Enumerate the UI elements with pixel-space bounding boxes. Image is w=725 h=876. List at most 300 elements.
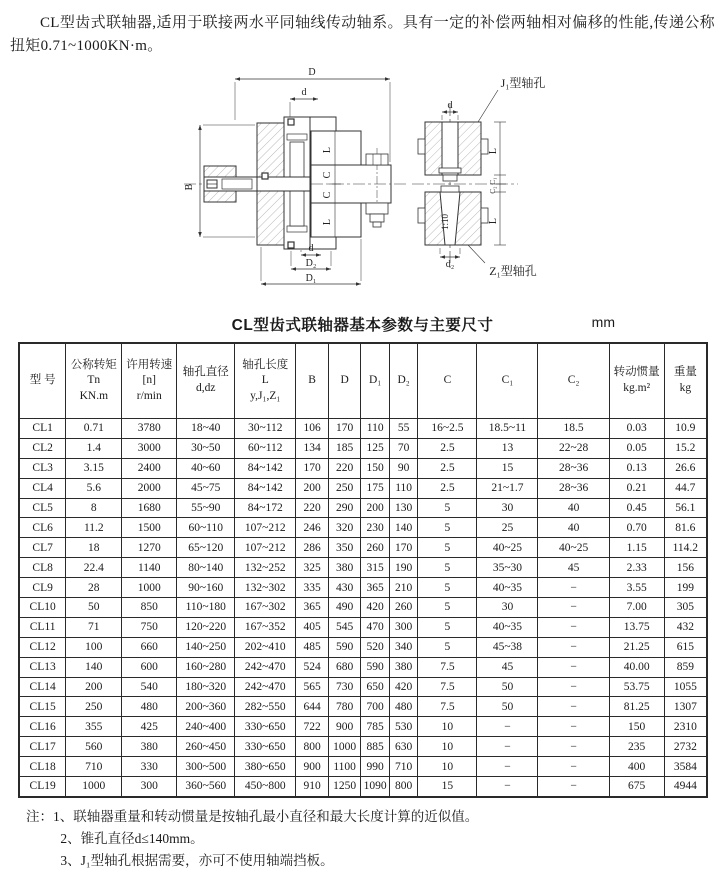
- model-cell: CL12: [19, 637, 66, 657]
- value-cell: −: [538, 657, 609, 677]
- value-cell: −: [538, 598, 609, 618]
- value-cell: 44.7: [664, 478, 707, 498]
- value-cell: −: [538, 578, 609, 598]
- value-cell: 170: [389, 538, 417, 558]
- taper-label: 1:10: [440, 213, 450, 231]
- value-cell: 5: [418, 558, 477, 578]
- value-cell: 110~180: [177, 598, 235, 618]
- value-cell: 400: [609, 757, 664, 777]
- value-cell: 11.2: [66, 518, 122, 538]
- model-cell: CL4: [19, 478, 66, 498]
- value-cell: 380~650: [235, 757, 296, 777]
- value-cell: 1500: [122, 518, 177, 538]
- column-header: B: [296, 343, 329, 419]
- value-cell: 430: [328, 578, 361, 598]
- value-cell: 3584: [664, 757, 707, 777]
- model-cell: CL17: [19, 737, 66, 757]
- model-cell: CL14: [19, 677, 66, 697]
- column-header: C₂: [538, 343, 609, 419]
- value-cell: 84~172: [235, 498, 296, 518]
- value-cell: 10.9: [664, 419, 707, 439]
- value-cell: 13.75: [609, 617, 664, 637]
- value-cell: 150: [361, 458, 389, 478]
- value-cell: 230: [361, 518, 389, 538]
- value-cell: 300~500: [177, 757, 235, 777]
- value-cell: 0.03: [609, 419, 664, 439]
- value-cell: 7.5: [418, 677, 477, 697]
- value-cell: 4944: [664, 777, 707, 797]
- value-cell: 28~36: [538, 478, 609, 498]
- value-cell: 2.5: [418, 478, 477, 498]
- value-cell: 40~25: [538, 538, 609, 558]
- value-cell: −: [538, 757, 609, 777]
- note-line-1: 注：1、联轴器重量和转动惯量是按轴孔最小直径和最大长度计算的近似值。: [26, 809, 479, 824]
- dim-label-C-upper: C: [322, 171, 333, 179]
- value-cell: 480: [389, 697, 417, 717]
- value-cell: 7.5: [418, 697, 477, 717]
- model-cell: CL9: [19, 578, 66, 598]
- value-cell: 680: [328, 657, 361, 677]
- value-cell: 300: [389, 617, 417, 637]
- value-cell: 18~40: [177, 419, 235, 439]
- value-cell: 0.45: [609, 498, 664, 518]
- value-cell: 260: [389, 598, 417, 618]
- value-cell: 30: [477, 598, 538, 618]
- value-cell: 140: [66, 657, 122, 677]
- value-cell: 2.33: [609, 558, 664, 578]
- value-cell: 5: [418, 617, 477, 637]
- column-header: C₁: [477, 343, 538, 419]
- value-cell: 0.05: [609, 438, 664, 458]
- value-cell: 380: [122, 737, 177, 757]
- value-cell: 1140: [122, 558, 177, 578]
- model-cell: CL8: [19, 558, 66, 578]
- value-cell: 130: [389, 498, 417, 518]
- value-cell: 1.15: [609, 538, 664, 558]
- value-cell: 3.15: [66, 458, 122, 478]
- value-cell: 1055: [664, 677, 707, 697]
- value-cell: 40.00: [609, 657, 664, 677]
- value-cell: 190: [389, 558, 417, 578]
- dim-label-d-top: d: [301, 87, 307, 98]
- column-header: 公称转矩 Tn KN.m: [66, 343, 122, 419]
- value-cell: 644: [296, 697, 329, 717]
- value-cell: 590: [361, 657, 389, 677]
- value-cell: 200: [66, 677, 122, 697]
- value-cell: 10: [418, 737, 477, 757]
- table-row: [19, 458, 707, 478]
- table-row: [19, 737, 707, 757]
- value-cell: 15: [477, 458, 538, 478]
- table-row: [19, 438, 707, 458]
- value-cell: 240~400: [177, 717, 235, 737]
- value-cell: 885: [361, 737, 389, 757]
- value-cell: 30: [477, 498, 538, 518]
- dim-label-d2: d₂: [445, 259, 455, 270]
- value-cell: −: [538, 617, 609, 637]
- dim-label-C2-detail: C₂: [489, 186, 497, 194]
- value-cell: 2.5: [418, 458, 477, 478]
- value-cell: 15.2: [664, 438, 707, 458]
- value-cell: 81.25: [609, 697, 664, 717]
- value-cell: 260: [361, 538, 389, 558]
- value-cell: 2732: [664, 737, 707, 757]
- dim-label-d-detail: d: [447, 100, 453, 111]
- value-cell: 40~60: [177, 458, 235, 478]
- value-cell: 355: [66, 717, 122, 737]
- value-cell: 150: [609, 717, 664, 737]
- value-cell: 56.1: [664, 498, 707, 518]
- value-cell: 18: [66, 538, 122, 558]
- value-cell: 107~212: [235, 518, 296, 538]
- value-cell: 45: [538, 558, 609, 578]
- shaft-hole-details: [412, 90, 518, 268]
- model-cell: CL18: [19, 757, 66, 777]
- value-cell: 290: [328, 498, 361, 518]
- value-cell: 900: [328, 717, 361, 737]
- value-cell: 50: [66, 598, 122, 618]
- value-cell: 250: [328, 478, 361, 498]
- value-cell: 120~220: [177, 617, 235, 637]
- value-cell: 210: [389, 578, 417, 598]
- dim-label-C1-detail: C₁: [489, 177, 497, 185]
- value-cell: 170: [296, 458, 329, 478]
- value-cell: −: [538, 637, 609, 657]
- value-cell: 202~410: [235, 637, 296, 657]
- column-header: D: [328, 343, 361, 419]
- value-cell: 90~160: [177, 578, 235, 598]
- value-cell: 22~28: [538, 438, 609, 458]
- table-header: [19, 343, 707, 419]
- value-cell: −: [538, 717, 609, 737]
- value-cell: 175: [361, 478, 389, 498]
- value-cell: 560: [66, 737, 122, 757]
- value-cell: 910: [296, 777, 329, 797]
- value-cell: 785: [361, 717, 389, 737]
- dim-label-d-bottom: d: [308, 243, 314, 254]
- value-cell: 235: [609, 737, 664, 757]
- model-cell: CL2: [19, 438, 66, 458]
- value-cell: 850: [122, 598, 177, 618]
- table-row: [19, 498, 707, 518]
- value-cell: 84~142: [235, 478, 296, 498]
- value-cell: 1680: [122, 498, 177, 518]
- value-cell: 132~302: [235, 578, 296, 598]
- z1-hole-label: Z₁型轴孔: [489, 264, 537, 278]
- value-cell: 710: [66, 757, 122, 777]
- dim-label-B: B: [184, 183, 195, 191]
- value-cell: 490: [328, 598, 361, 618]
- model-cell: CL19: [19, 777, 66, 797]
- model-cell: CL3: [19, 458, 66, 478]
- value-cell: 40~35: [477, 617, 538, 637]
- table-row: [19, 478, 707, 498]
- value-cell: 800: [296, 737, 329, 757]
- value-cell: 15: [418, 777, 477, 797]
- value-cell: 7.5: [418, 657, 477, 677]
- intro-paragraph: CL型齿式联轴器,适用于联接两水平同轴线传动轴系。具有一定的补偿两轴相对偏移的性能,传递公称扭矩0.71~1000KN·m。: [10, 15, 715, 55]
- value-cell: 485: [296, 637, 329, 657]
- value-cell: 282~550: [235, 697, 296, 717]
- value-cell: 1270: [122, 538, 177, 558]
- value-cell: 5: [418, 598, 477, 618]
- value-cell: 60~112: [235, 438, 296, 458]
- value-cell: 140~250: [177, 637, 235, 657]
- value-cell: 432: [664, 617, 707, 637]
- value-cell: 1307: [664, 697, 707, 717]
- value-cell: 750: [122, 617, 177, 637]
- model-cell: CL13: [19, 657, 66, 677]
- value-cell: −: [538, 777, 609, 797]
- column-header: 转动惯量 kg.m²: [609, 343, 664, 419]
- value-cell: 365: [296, 598, 329, 618]
- main-section-view: [184, 117, 406, 249]
- table-row: [19, 677, 707, 697]
- value-cell: 100: [66, 637, 122, 657]
- value-cell: 660: [122, 637, 177, 657]
- value-cell: 320: [328, 518, 361, 538]
- table-row: [19, 777, 707, 797]
- dim-label-L-upper: L: [322, 146, 333, 154]
- value-cell: 425: [122, 717, 177, 737]
- table-row: [19, 637, 707, 657]
- value-cell: 50: [477, 697, 538, 717]
- value-cell: 3000: [122, 438, 177, 458]
- table-row: [19, 717, 707, 737]
- header-row: [19, 343, 707, 419]
- value-cell: 590: [328, 637, 361, 657]
- value-cell: 380: [328, 558, 361, 578]
- value-cell: 420: [361, 598, 389, 618]
- parameters-table: [18, 342, 708, 798]
- table-row: [19, 757, 707, 777]
- value-cell: 55: [389, 419, 417, 439]
- value-cell: 220: [328, 458, 361, 478]
- value-cell: 524: [296, 657, 329, 677]
- value-cell: 53.75: [609, 677, 664, 697]
- value-cell: 220: [296, 498, 329, 518]
- value-cell: 26.6: [664, 458, 707, 478]
- value-cell: 2000: [122, 478, 177, 498]
- value-cell: −: [538, 737, 609, 757]
- value-cell: 242~470: [235, 657, 296, 677]
- value-cell: 160~280: [177, 657, 235, 677]
- value-cell: 81.6: [664, 518, 707, 538]
- value-cell: −: [477, 757, 538, 777]
- value-cell: 260~450: [177, 737, 235, 757]
- value-cell: 40~25: [477, 538, 538, 558]
- value-cell: 405: [296, 617, 329, 637]
- value-cell: 335: [296, 578, 329, 598]
- column-header: 重量 kg: [664, 343, 707, 419]
- table-row: [19, 697, 707, 717]
- value-cell: 330~650: [235, 717, 296, 737]
- value-cell: 114.2: [664, 538, 707, 558]
- value-cell: 330: [122, 757, 177, 777]
- table-row: [19, 617, 707, 637]
- value-cell: 340: [389, 637, 417, 657]
- value-cell: 1100: [328, 757, 361, 777]
- value-cell: 5: [418, 498, 477, 518]
- value-cell: −: [538, 697, 609, 717]
- value-cell: 600: [122, 657, 177, 677]
- table-row: [19, 538, 707, 558]
- value-cell: 156: [664, 558, 707, 578]
- value-cell: 134: [296, 438, 329, 458]
- value-cell: 40: [538, 498, 609, 518]
- value-cell: 0.21: [609, 478, 664, 498]
- value-cell: 350: [328, 538, 361, 558]
- table-row: [19, 657, 707, 677]
- value-cell: 990: [361, 757, 389, 777]
- value-cell: 30~112: [235, 419, 296, 439]
- value-cell: 45~38: [477, 637, 538, 657]
- model-cell: CL7: [19, 538, 66, 558]
- dim-label-D: D: [308, 67, 316, 78]
- value-cell: 5: [418, 637, 477, 657]
- value-cell: 246: [296, 518, 329, 538]
- table-body: [19, 419, 707, 797]
- value-cell: 170: [328, 419, 361, 439]
- value-cell: 300: [122, 777, 177, 797]
- value-cell: 185: [328, 438, 361, 458]
- value-cell: 3780: [122, 419, 177, 439]
- table-row: [19, 419, 707, 439]
- value-cell: 1.4: [66, 438, 122, 458]
- dim-label-L-bottom-detail: L: [488, 217, 499, 225]
- value-cell: 2.5: [418, 438, 477, 458]
- value-cell: 1000: [122, 578, 177, 598]
- value-cell: 65~120: [177, 538, 235, 558]
- value-cell: 5: [418, 518, 477, 538]
- value-cell: 250: [66, 697, 122, 717]
- notes-block: [26, 806, 478, 872]
- value-cell: 450~800: [235, 777, 296, 797]
- value-cell: −: [477, 737, 538, 757]
- value-cell: 90: [389, 458, 417, 478]
- value-cell: 710: [389, 757, 417, 777]
- value-cell: 470: [361, 617, 389, 637]
- value-cell: 180~320: [177, 677, 235, 697]
- value-cell: 140: [389, 518, 417, 538]
- value-cell: 110: [389, 478, 417, 498]
- value-cell: 45: [477, 657, 538, 677]
- value-cell: 1000: [328, 737, 361, 757]
- dim-label-D1: D₁: [305, 273, 317, 284]
- model-cell: CL15: [19, 697, 66, 717]
- value-cell: 5: [418, 538, 477, 558]
- value-cell: 167~352: [235, 617, 296, 637]
- value-cell: 28: [66, 578, 122, 598]
- value-cell: 365: [361, 578, 389, 598]
- value-cell: 2310: [664, 717, 707, 737]
- model-cell: CL1: [19, 419, 66, 439]
- value-cell: 200~360: [177, 697, 235, 717]
- value-cell: 2400: [122, 458, 177, 478]
- value-cell: 21~1.7: [477, 478, 538, 498]
- value-cell: 199: [664, 578, 707, 598]
- value-cell: 1000: [66, 777, 122, 797]
- value-cell: 520: [361, 637, 389, 657]
- dim-label-D2: D₂: [305, 258, 317, 269]
- model-cell: CL6: [19, 518, 66, 538]
- column-header: D₁: [361, 343, 389, 419]
- value-cell: 200: [361, 498, 389, 518]
- value-cell: 107~212: [235, 538, 296, 558]
- value-cell: 1090: [361, 777, 389, 797]
- model-cell: CL10: [19, 598, 66, 618]
- value-cell: 565: [296, 677, 329, 697]
- value-cell: 84~142: [235, 458, 296, 478]
- model-cell: CL11: [19, 617, 66, 637]
- value-cell: 380: [389, 657, 417, 677]
- model-cell: CL16: [19, 717, 66, 737]
- value-cell: 675: [609, 777, 664, 797]
- value-cell: 0.71: [66, 419, 122, 439]
- column-header: 型 号: [19, 343, 66, 419]
- column-header: 轴孔直径 d,dz: [177, 343, 235, 419]
- value-cell: 16~2.5: [418, 419, 477, 439]
- value-cell: 7.00: [609, 598, 664, 618]
- value-cell: 167~302: [235, 598, 296, 618]
- table-unit: mm: [591, 314, 615, 330]
- value-cell: 110: [361, 419, 389, 439]
- value-cell: 615: [664, 637, 707, 657]
- value-cell: 80~140: [177, 558, 235, 578]
- coupling-drawing: [178, 62, 725, 310]
- value-cell: 28~36: [538, 458, 609, 478]
- value-cell: 55~90: [177, 498, 235, 518]
- value-cell: 286: [296, 538, 329, 558]
- coupling-cross-section-figure: [178, 62, 725, 310]
- value-cell: 530: [389, 717, 417, 737]
- value-cell: 60~110: [177, 518, 235, 538]
- value-cell: 315: [361, 558, 389, 578]
- column-header: 轴孔长度 L y,J₁,Z₁: [235, 343, 296, 419]
- value-cell: 800: [389, 777, 417, 797]
- value-cell: 106: [296, 419, 329, 439]
- value-cell: 35~30: [477, 558, 538, 578]
- value-cell: 22.4: [66, 558, 122, 578]
- table-row: [19, 578, 707, 598]
- j1-hole-label: J₁型轴孔: [500, 76, 546, 90]
- value-cell: 5: [418, 578, 477, 598]
- value-cell: 50: [477, 677, 538, 697]
- value-cell: 21.25: [609, 637, 664, 657]
- value-cell: 18.5~11: [477, 419, 538, 439]
- value-cell: 650: [361, 677, 389, 697]
- value-cell: 3.55: [609, 578, 664, 598]
- value-cell: 70: [389, 438, 417, 458]
- note-line-2: 2、锥孔直径d≤140mm。: [60, 830, 204, 846]
- value-cell: 10: [418, 757, 477, 777]
- value-cell: 125: [361, 438, 389, 458]
- value-cell: 1250: [328, 777, 361, 797]
- value-cell: 360~560: [177, 777, 235, 797]
- value-cell: 132~252: [235, 558, 296, 578]
- value-cell: 900: [296, 757, 329, 777]
- value-cell: 420: [389, 677, 417, 697]
- value-cell: 325: [296, 558, 329, 578]
- value-cell: 40~35: [477, 578, 538, 598]
- value-cell: 545: [328, 617, 361, 637]
- value-cell: 8: [66, 498, 122, 518]
- value-cell: 13: [477, 438, 538, 458]
- value-cell: 540: [122, 677, 177, 697]
- value-cell: −: [477, 777, 538, 797]
- value-cell: 45~75: [177, 478, 235, 498]
- dim-label-C-lower: C: [322, 191, 333, 199]
